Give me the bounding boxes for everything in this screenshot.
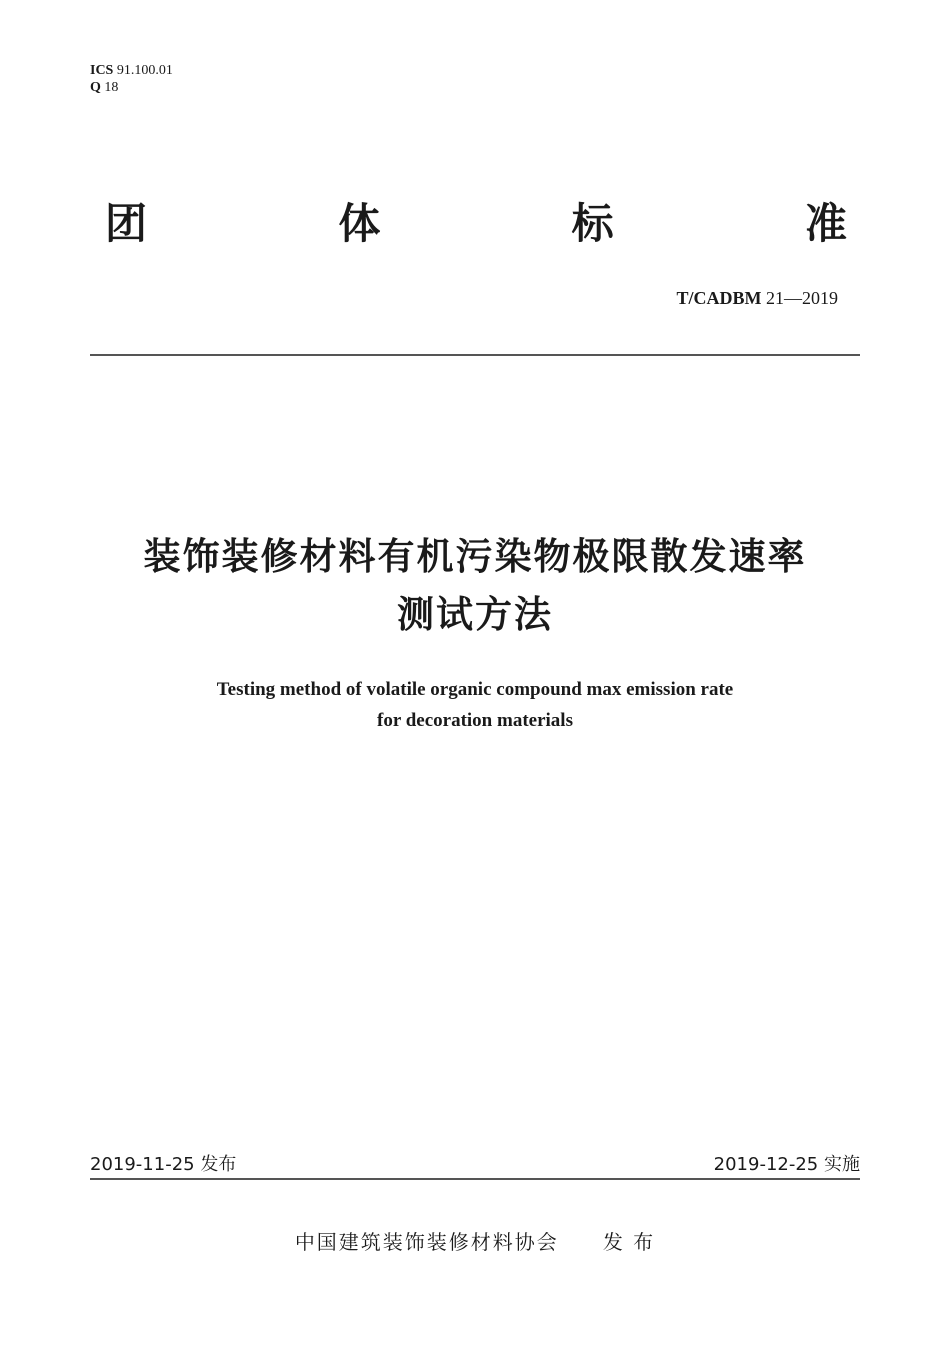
standard-type-char: 标	[571, 199, 614, 248]
standard-type-char: 体	[338, 199, 381, 248]
ics-code: 91.100.01	[116, 63, 173, 78]
title-zh-line-1: 装饰装修材料有机污染物极限散发速率	[143, 535, 807, 578]
standard-type-char: 准	[804, 199, 847, 248]
publisher-action: 发 布	[602, 1230, 656, 1254]
implementation-date: 2019-12-25 实施	[713, 1154, 860, 1175]
publisher-name: 中国建筑装饰装修材料协会	[294, 1230, 559, 1254]
ics-line	[90, 62, 173, 79]
ccs-label: Q	[90, 80, 101, 95]
standard-number	[677, 288, 839, 309]
ics-label: ICS	[90, 63, 114, 78]
title-en-line-2: for decoration materials	[377, 710, 573, 731]
classification-codes	[90, 62, 173, 96]
standard-number-value: 21—2019	[766, 288, 838, 308]
release-date: 2019-11-25 发布	[90, 1154, 237, 1175]
title-zh-line-2: 测试方法	[397, 593, 553, 636]
ccs-code: 18	[104, 80, 119, 95]
ccs-line	[90, 79, 173, 96]
publisher-line	[0, 1226, 950, 1255]
standard-type-heading	[105, 196, 847, 256]
standard-number-prefix: T/CADBM	[676, 288, 762, 308]
header-divider	[90, 354, 860, 356]
footer-divider	[90, 1178, 860, 1180]
title-en-line-1: Testing method of volatile organic compound max emission rate	[216, 679, 734, 700]
standard-type-char: 团	[105, 199, 148, 248]
